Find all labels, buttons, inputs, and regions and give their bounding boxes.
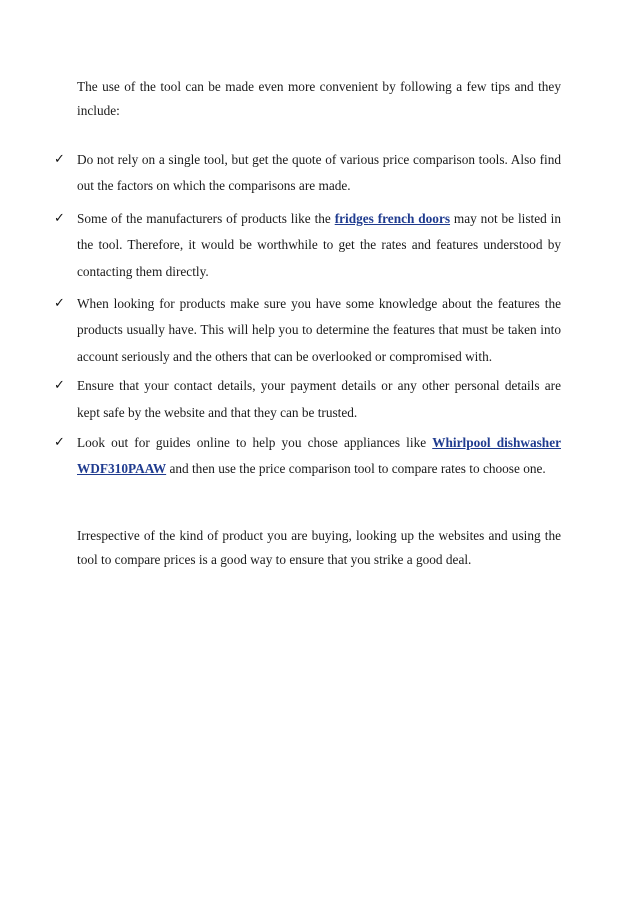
list-item: [54, 430, 561, 483]
checkmark-icon: ✓: [54, 435, 65, 451]
list-item-text: Do not rely on a single tool, but get the quote of various price comparison tools. Also find out the factors on which the comparisons are made.: [77, 152, 561, 194]
list-item-text: Look out for guides online to help you chose appliances like: [77, 435, 433, 451]
list-item-text: and then use the price comparison tool to compare rates to choose one.: [166, 461, 546, 477]
list-item: [54, 291, 561, 370]
checkmark-icon: ✓: [54, 152, 65, 167]
list-item: [54, 206, 561, 285]
intro-paragraph: The use of the tool can be made even more convenient by following a few tips and they include:: [77, 79, 561, 118]
checkmark-icon: ✓: [54, 210, 65, 226]
list-item-text: Some of the manufacturers of products like the: [77, 210, 335, 226]
fridges-french-doors-link[interactable]: fridges french doors: [334, 210, 451, 226]
whirlpool-dishwasher-link[interactable]: Whirlpool dishwasher WDF310PAAW: [77, 435, 561, 477]
list-item-text: Ensure that your contact details, your payment details or any other personal details are kept safe by the website and that they can be trusted.: [77, 378, 561, 420]
closing-paragraph: Irrespective of the kind of product you are buying, looking up the websites and using the tool to compare prices is a good way to ensure that you strike a good deal.: [77, 528, 561, 567]
list-item: [54, 373, 561, 426]
tips-list: [54, 147, 561, 489]
list-item: [54, 147, 561, 200]
checkmark-icon: ✓: [54, 378, 65, 394]
list-item-text: When looking for products make sure you have some knowledge about the features the products usually have. This will help you to determine the features that must be taken into account seriously and the others that can be overlooked or compromised with.: [77, 296, 561, 364]
checkmark-icon: ✓: [54, 296, 65, 312]
list-item-text: may not be listed in the tool. Therefore, it would be worthwhile to get the rates and features understood by contacting them directly.: [77, 210, 561, 279]
